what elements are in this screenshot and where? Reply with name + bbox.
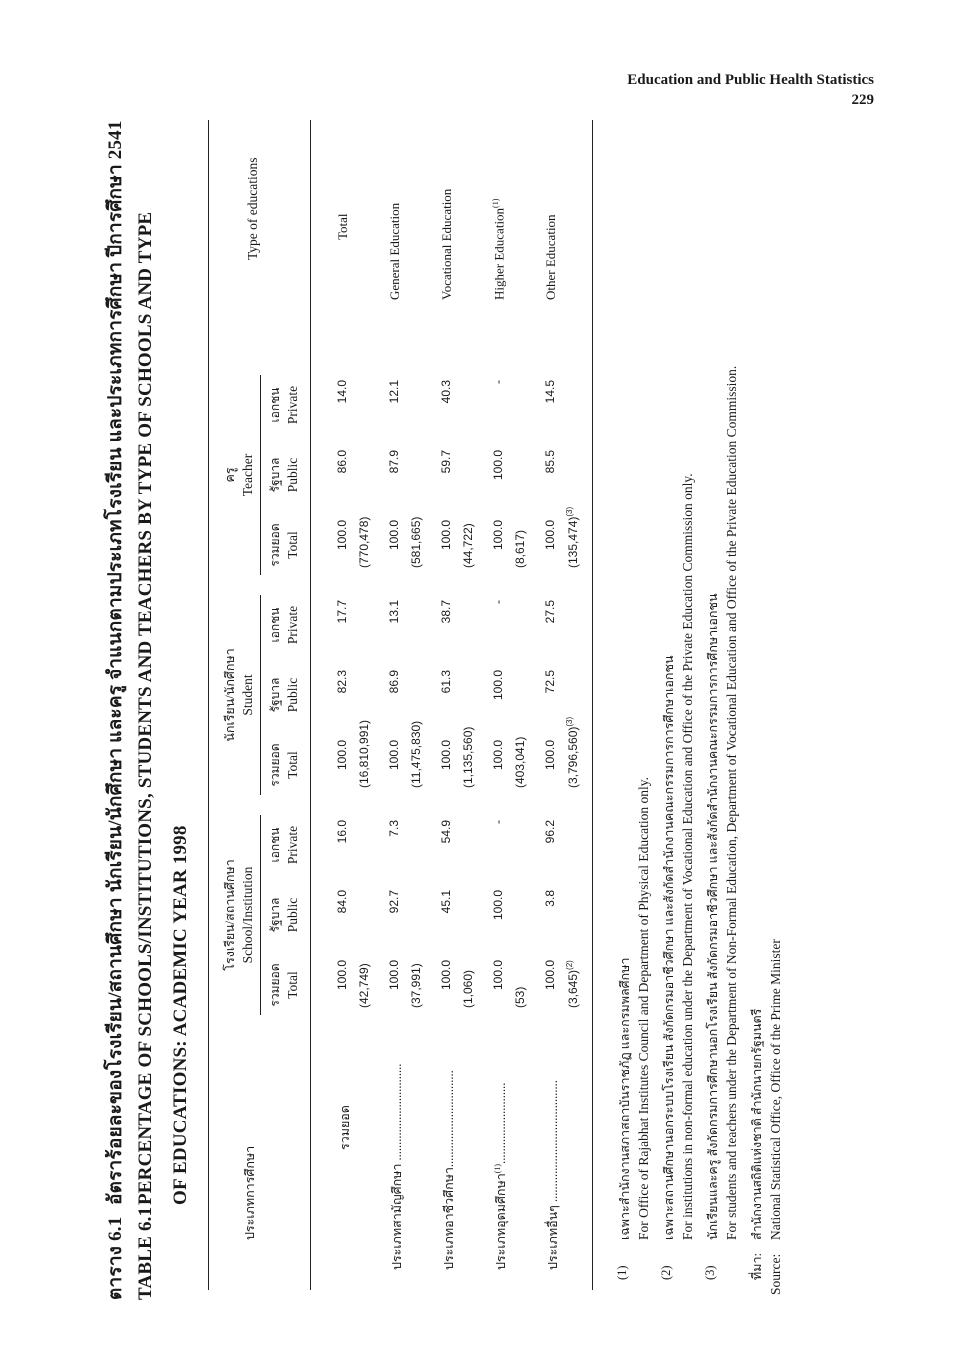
table-count xyxy=(565,507,580,568)
header-type-thai: ประเภทการศึกษา xyxy=(243,1145,257,1240)
row-label-dots: .......................... xyxy=(494,1082,508,1164)
table-cell: 40.3 xyxy=(439,380,453,404)
table-count xyxy=(513,737,527,788)
sub-header-thai: รัฐบาล xyxy=(268,897,282,933)
table-count-value: (135,474) xyxy=(566,516,580,568)
row-label-english xyxy=(439,189,455,300)
row-label-english-footnote: (1) xyxy=(491,198,500,208)
table-count xyxy=(357,720,371,788)
table-cell: 85.5 xyxy=(543,450,557,474)
table-cell: 100.0 xyxy=(387,960,401,991)
sub-header-english: Private xyxy=(285,825,300,865)
group-header-thai: โรงเรียน/สถานศึกษา xyxy=(223,859,237,971)
sub-header-english: Total xyxy=(285,971,300,999)
table-cell: 84.0 xyxy=(335,890,349,914)
table-cell: 100.0 xyxy=(439,960,453,991)
table-cell: 87.9 xyxy=(387,450,401,474)
table-cell: - xyxy=(491,380,505,384)
table-count-value: (16,810,991) xyxy=(357,719,371,788)
table-cell: 96.2 xyxy=(543,820,557,844)
table-cell: 45.1 xyxy=(439,890,453,914)
sub-header-thai: เอกชน xyxy=(268,827,282,863)
table-count-value: (581,665) xyxy=(409,516,423,568)
table-count xyxy=(461,727,475,788)
table-cell: 100.0 xyxy=(335,960,349,991)
footnote-english: For institutions in non-formal education under the Department of Vocational Education and Office of the Private Education Commission only. xyxy=(680,473,695,1240)
table-count-value: (44,722) xyxy=(461,523,475,568)
table-count xyxy=(461,523,475,568)
table-count-footnote: (2) xyxy=(565,960,574,970)
table-cell: 100.0 xyxy=(491,890,505,921)
footnote-english: For Office of Rajabhat Institutes Council and Department of Physical Education only. xyxy=(636,776,651,1240)
table-cell: 100.0 xyxy=(439,520,453,551)
table-count-footnote: (3) xyxy=(565,506,574,517)
table-count-value: (1,060) xyxy=(461,969,475,1008)
table-count-value: (1,135,560) xyxy=(461,726,475,788)
table-count xyxy=(565,960,580,1008)
table-count xyxy=(357,517,371,568)
sub-header-english: Private xyxy=(285,385,300,425)
table-cell: 14.5 xyxy=(543,380,557,404)
table-cell: 13.1 xyxy=(387,600,401,624)
sub-header-english: Public xyxy=(285,677,300,713)
table-count xyxy=(409,517,423,568)
source-thai: สำนักงานสถิติแห่งชาติ สำนักนายกรัฐมนตรี xyxy=(750,1008,764,1240)
table-count-value: (3,645) xyxy=(566,969,580,1008)
sub-header-english: Private xyxy=(285,605,300,645)
row-label-english xyxy=(335,213,351,240)
sub-header-thai: รวมยอด xyxy=(268,963,282,1007)
table-bottom-rule xyxy=(592,120,593,1290)
table-count-value: (770,478) xyxy=(357,516,371,568)
table-count xyxy=(461,970,475,1008)
footnote-number: (1) xyxy=(615,1265,629,1280)
row-label-thai xyxy=(335,1105,355,1150)
table-cell: 7.3 xyxy=(387,820,401,837)
table-cell: 59.7 xyxy=(439,450,453,474)
table-cell: 100.0 xyxy=(491,670,505,701)
row-label-thai xyxy=(387,1064,407,1270)
group-header-english: Teacher xyxy=(240,453,255,497)
rotated-table-page xyxy=(90,70,910,1300)
table-cell: 100.0 xyxy=(439,740,453,771)
group-header-english: Student xyxy=(240,674,255,716)
sub-header-english: Total xyxy=(285,531,300,559)
row-label-thai-text: ประเภทอื่นๆ ....................................... xyxy=(546,1080,560,1270)
group-header-english: School/Institution xyxy=(240,866,255,964)
table-cell: 72.5 xyxy=(543,670,557,694)
row-label-english-text: Other Education xyxy=(543,214,558,300)
table-count-value: (11,475,830) xyxy=(409,720,423,788)
table-cell: 100.0 xyxy=(543,520,557,551)
source-label-english: Source: xyxy=(768,1253,783,1295)
table-cell: 100.0 xyxy=(543,960,557,991)
page-number: 229 xyxy=(851,92,874,108)
title-english xyxy=(135,212,157,1300)
footnote-number: (3) xyxy=(703,1265,717,1280)
footnote-thai: เฉพาะสถานศึกษานอกระบบโรงเรียน สังกัดกรมอาชีวศึกษา และสังกัดสำนักงานคณะกรรมการการศึกษาเอกชน xyxy=(662,655,676,1240)
group-header-thai: นักเรียน/นักศึกษา xyxy=(223,648,237,742)
table-cell: 38.7 xyxy=(439,600,453,624)
table-count-value: (53) xyxy=(513,986,527,1008)
row-label-thai-text: ประเภทอาชีวศึกษา............................... xyxy=(442,1070,456,1270)
table-cell: 82.3 xyxy=(335,670,349,694)
row-label-footnote: (1) xyxy=(492,1163,502,1174)
source-english: National Statistical Office, Office of the Prime Minister xyxy=(768,939,783,1240)
title-thai-text: อัตราร้อยละของโรงเรียน/สถานศึกษา นักเรียน/นักศึกษา และครู จำแนกตามประเภทโรงเรียน และประเภทการศึกษา ปีการศึกษา 2541 xyxy=(105,120,126,1205)
table-cell: 92.7 xyxy=(387,890,401,914)
sub-header-english: Public xyxy=(285,457,300,493)
sub-header-thai: รวมยอด xyxy=(268,523,282,567)
row-label-english xyxy=(543,214,559,300)
table-cell: - xyxy=(491,600,505,604)
table-count-value: (3,796,560) xyxy=(566,726,580,788)
table-count xyxy=(357,963,371,1008)
table-count xyxy=(409,721,423,788)
row-label-thai-text: ประเภทสามัญศึกษา ............................... xyxy=(390,1063,404,1270)
row-label-thai xyxy=(439,1070,459,1270)
row-label-thai-text: ประเภทอุดมศึกษา xyxy=(494,1173,508,1270)
source-label-thai: ที่มา: xyxy=(750,1253,764,1280)
row-label-english-text: General Education xyxy=(387,202,402,300)
footnote-number: (2) xyxy=(659,1265,673,1280)
header-bottom-rule xyxy=(310,120,311,1290)
table-cell: - xyxy=(491,820,505,824)
sub-header-thai: รัฐบาล xyxy=(268,457,282,493)
table-cell: 54.9 xyxy=(439,820,453,844)
group-header-rule xyxy=(260,595,261,795)
table-cell: 17.7 xyxy=(335,600,349,624)
sub-header-english: Public xyxy=(285,897,300,933)
row-label-english xyxy=(491,199,507,300)
series-title: Education and Public Health Statistics xyxy=(627,72,874,88)
table-cell: 100.0 xyxy=(543,740,557,771)
row-label-thai-text: รวมยอด xyxy=(338,1105,352,1150)
sub-header-english: Total xyxy=(285,751,300,779)
table-cell: 86.9 xyxy=(387,670,401,694)
sub-header-thai: เอกชน xyxy=(268,607,282,643)
table-label-english: TABLE 6.1 xyxy=(135,1206,156,1300)
table-top-rule xyxy=(208,120,209,1290)
table-cell: 14.0 xyxy=(335,380,349,404)
table-cell: 100.0 xyxy=(491,520,505,551)
table-cell: 100.0 xyxy=(335,740,349,771)
row-label-thai xyxy=(491,1083,511,1270)
row-label-english-text: Total xyxy=(335,213,350,240)
title-thai xyxy=(100,120,130,1300)
table-cell: 27.5 xyxy=(543,600,557,624)
row-label-english xyxy=(387,203,403,300)
table-count xyxy=(565,717,580,788)
table-cell: 61.3 xyxy=(439,670,453,694)
table-cell: 86.0 xyxy=(335,450,349,474)
header-type-english: Type of educations xyxy=(245,157,260,260)
table-cell: 16.0 xyxy=(335,820,349,844)
table-count xyxy=(513,530,527,568)
row-label-english-text: Vocational Education xyxy=(439,188,454,300)
table-cell: 100.0 xyxy=(335,520,349,551)
table-cell: 3.8 xyxy=(543,890,557,907)
table-count-value: (403,041) xyxy=(513,736,527,788)
row-label-thai xyxy=(543,1080,563,1270)
table-cell: 100.0 xyxy=(491,450,505,481)
footnote-english: For students and teachers under the Department of Non-Formal Education, Department of Vocational Education and Office of the Private Education Commission. xyxy=(724,365,739,1240)
table-cell: 100.0 xyxy=(387,520,401,551)
table-cell: 12.1 xyxy=(387,380,401,404)
sub-header-thai: รวมยอด xyxy=(268,743,282,787)
group-header-rule xyxy=(260,815,261,1015)
table-label-thai: ตาราง 6.1 xyxy=(105,1216,126,1300)
footnote-thai: เฉพาะสำนักงานสภาสถาบันราชภัฏ และกรมพลศึกษา xyxy=(618,957,632,1240)
table-count-value: (37,991) xyxy=(409,963,423,1008)
table-count xyxy=(409,963,423,1008)
table-cell: 100.0 xyxy=(491,740,505,771)
title-english-line2: OF EDUCATIONS: ACADEMIC YEAR 1998 xyxy=(170,825,191,1205)
table-cell: 100.0 xyxy=(491,960,505,991)
footnote-thai: นักเรียนและครู สังกัดกรมการศึกษานอกโรงเรียน สังกัดกรมอาชีวศึกษา และสังกัดสำนักงานคณะกรรมการการศึกษาเอกชน xyxy=(706,593,720,1240)
row-label-english-text: Higher Education xyxy=(491,207,507,300)
group-header-thai: ครู xyxy=(223,467,237,483)
sub-header-thai: เอกชน xyxy=(268,387,282,423)
table-count xyxy=(513,987,527,1008)
table-count-value: (8,617) xyxy=(513,529,527,568)
table-count-footnote: (3) xyxy=(565,716,574,727)
table-count-value: (42,749) xyxy=(357,963,371,1008)
group-header-rule xyxy=(260,375,261,575)
table-cell: 100.0 xyxy=(387,740,401,771)
sub-header-thai: รัฐบาล xyxy=(268,677,282,713)
title-english-line1: PERCENTAGE OF SCHOOLS/INSTITUTIONS, STUDENTS AND TEACHERS BY TYPE OF SCHOOLS AND TYPE xyxy=(135,211,156,1205)
